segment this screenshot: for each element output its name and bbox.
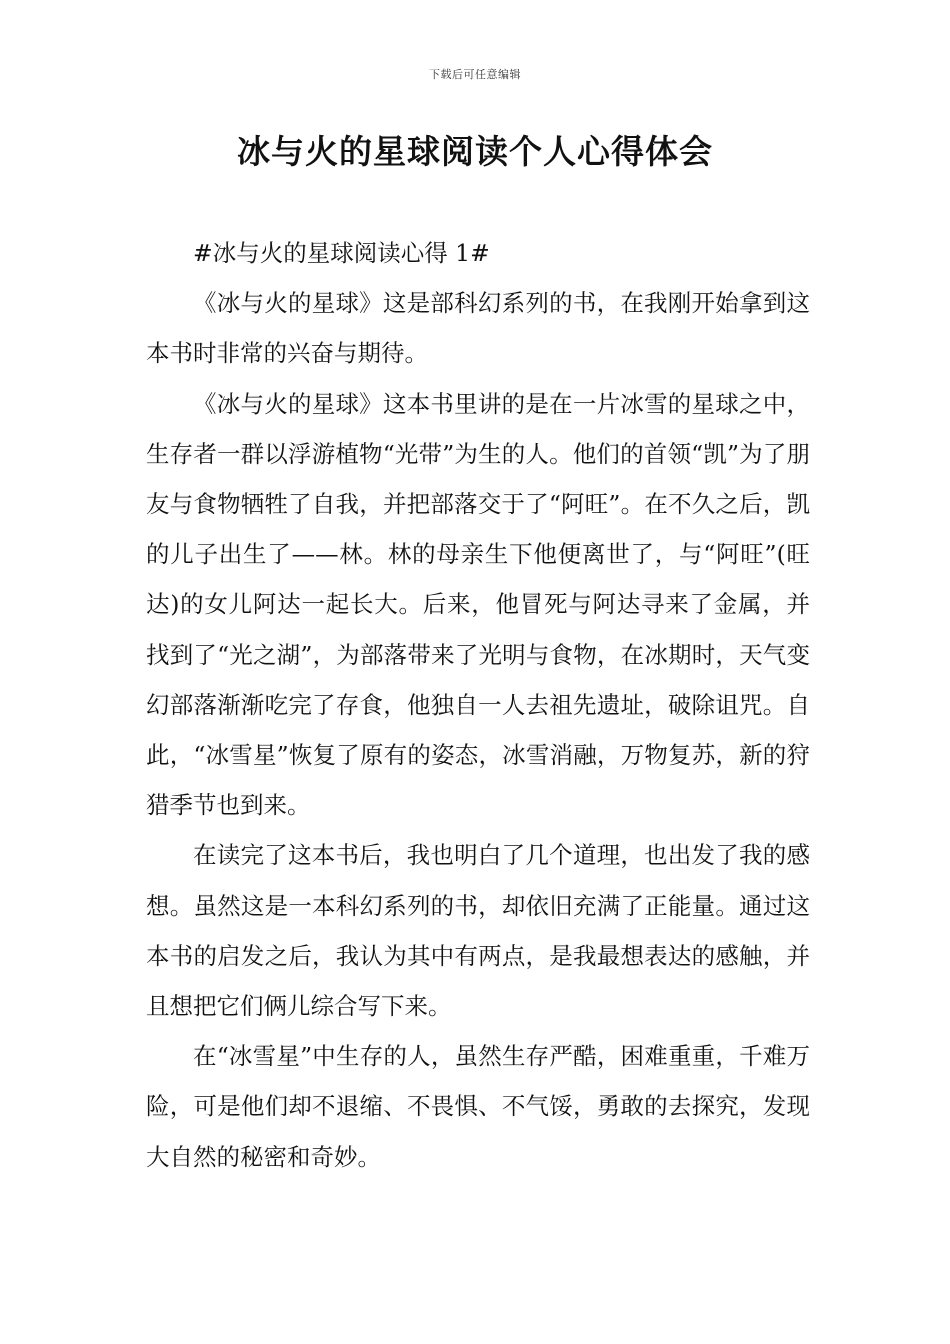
header-note: 下载后可任意编辑 — [429, 68, 521, 81]
paragraph: 在读完了这本书后，我也明白了几个道理，也出发了我的感想。虽然这是一本科幻系列的书，却依旧充满了正能量。通过这本书的启发之后，我认为其中有两点，是我最想表达的感触，并且想把它们俩儿综合写下来。 — [146, 841, 810, 1021]
paragraph: 《冰与火的星球》这是部科幻系列的书，在我刚开始拿到这本书时非常的兴奋与期待。 — [146, 289, 810, 368]
paragraph: 在“冰雪星”中生存的人，虽然生存严酷，困难重重，千难万险，可是他们却不退缩、不畏惧、不气馁，勇敢的去探究，发现大自然的秘密和奇妙。 — [146, 1042, 810, 1171]
section-heading: #冰与火的星球阅读心得 1# — [193, 239, 490, 267]
document-body — [146, 228, 810, 1182]
paragraph: 《冰与火的星球》这本书里讲的是在一片冰雪的星球之中，生存者一群以浮游植物“光带”为生的人。他们的首领“凯”为了朋友与食物牺牲了自我，并把部落交于了“阿旺”。在不久之后，凯的儿子出生了——林。林的母亲生下他便离世了，与“阿旺”(旺达)的女儿阿达一起长大。后来，他冒死与阿达寻来了金属，并找到了“光之湖”，为部落带来了光明与食物，在冰期时，天气变幻部落渐渐吃完了存食，他独自一人去祖先遗址，破除诅咒。自此，“冰雪星”恢复了原有的姿态，冰雪消融，万物复苏，新的狩猎季节也到来。 — [146, 389, 810, 820]
document-title: 冰与火的星球阅读个人心得体会 — [237, 132, 713, 171]
